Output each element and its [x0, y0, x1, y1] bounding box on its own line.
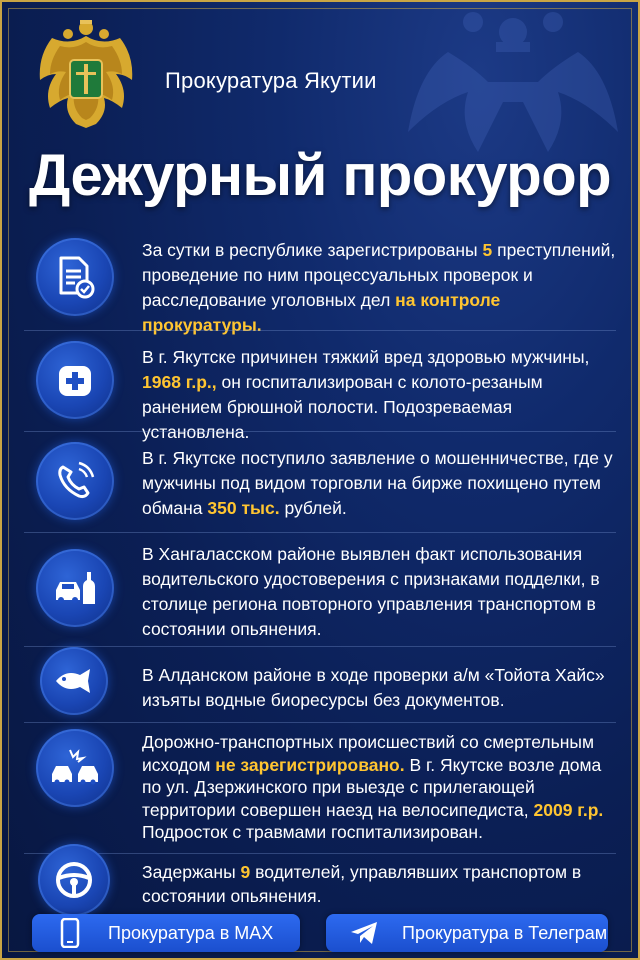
text-segment: В г. Якутске возле дома по ул. Дзержинского при выезде с прилегающей территории совершен наезд на велосипедиста,: [142, 754, 602, 820]
list-item: [24, 647, 616, 723]
telegram-icon: [344, 920, 384, 946]
highlight-text: 9: [240, 862, 251, 882]
list-item: [24, 533, 616, 647]
text-segment: За сутки в республике зарегистрированы: [142, 240, 483, 260]
item-text: [142, 446, 616, 521]
icon-badge: [40, 647, 108, 715]
text-segment: В Хангаласском районе выявлен факт использования водительского удостоверения с признаками подделки, в столице региона повторного управления транспортом в состоянии опьянения.: [142, 544, 600, 639]
text-segment: Подросток с травмами госпитализирован.: [142, 822, 483, 842]
steering-wheel-icon: [54, 860, 94, 900]
text-segment: Дорожно-транспортных происшествий со смертельным исходом: [142, 732, 594, 775]
phone-call-icon: [55, 461, 95, 501]
item-text: [142, 731, 616, 844]
text-segment: водителей, управлявших транспортом в состоянии опьянения.: [142, 862, 582, 906]
icon-badge: [36, 238, 114, 316]
icon-badge: [36, 729, 114, 807]
fish-icon: [52, 667, 96, 695]
item-text: [142, 238, 616, 338]
icon-badge: [36, 341, 114, 419]
page-title: Дежурный прокурор: [28, 143, 612, 208]
prosecutor-emblem-icon: [30, 16, 142, 136]
icon-badge: [38, 844, 110, 916]
list-item: [24, 224, 616, 335]
icon-badge: [36, 442, 114, 520]
document-check-icon: [55, 255, 95, 299]
max-button-label: Прокуратура в MAX: [108, 922, 274, 943]
text-segment: рублей.: [279, 498, 347, 518]
text-segment: В Алданском районе в ходе проверки а/м «Тойота Хайс» изъяты водные биоресурсы без документов.: [142, 665, 605, 710]
text-segment: он госпитализирован с колото-резаным ранением брюшной полости. Подозреваемая установлена.: [142, 372, 543, 442]
highlight-text: 1968 г.р.,: [142, 372, 217, 392]
telegram-channel-button[interactable]: [326, 914, 608, 952]
max-channel-button[interactable]: [32, 914, 300, 952]
highlight-text: на контроле прокуратуры.: [142, 290, 501, 335]
medical-kit-icon: [55, 360, 95, 400]
item-text: [142, 542, 616, 642]
car-bottle-icon: [52, 568, 98, 608]
highlight-text: 5: [482, 240, 493, 260]
list-item: [24, 723, 616, 854]
highlight-text: 350 тыс.: [207, 498, 280, 518]
list-item: [24, 854, 616, 914]
highlight-text: 2009 г.р.: [533, 799, 604, 820]
smartphone-icon: [50, 918, 90, 948]
item-text: [142, 345, 616, 445]
item-text: [142, 860, 616, 908]
list-item: [24, 432, 616, 533]
icon-badge: [36, 549, 114, 627]
text-segment: В г. Якутске причинен тяжкий вред здоровью мужчины,: [142, 347, 590, 367]
highlight-text: не зарегистрировано.: [215, 754, 405, 775]
text-segment: В г. Якутске поступило заявление о мошенничестве, где у мужчины под видом торговли на бирже похищено путем обмана: [142, 448, 613, 518]
car-crash-icon: [50, 748, 100, 788]
list-item: [24, 331, 616, 442]
text-segment: Задержаны: [142, 862, 241, 882]
telegram-button-label: Прокуратура в Телеграм: [402, 922, 608, 943]
text-segment: преступлений, проведение по ним процессуальных проверок и расследование уголовных дел: [142, 240, 616, 310]
item-text: [142, 663, 616, 713]
org-title: Прокуратура Якутии: [165, 68, 377, 93]
